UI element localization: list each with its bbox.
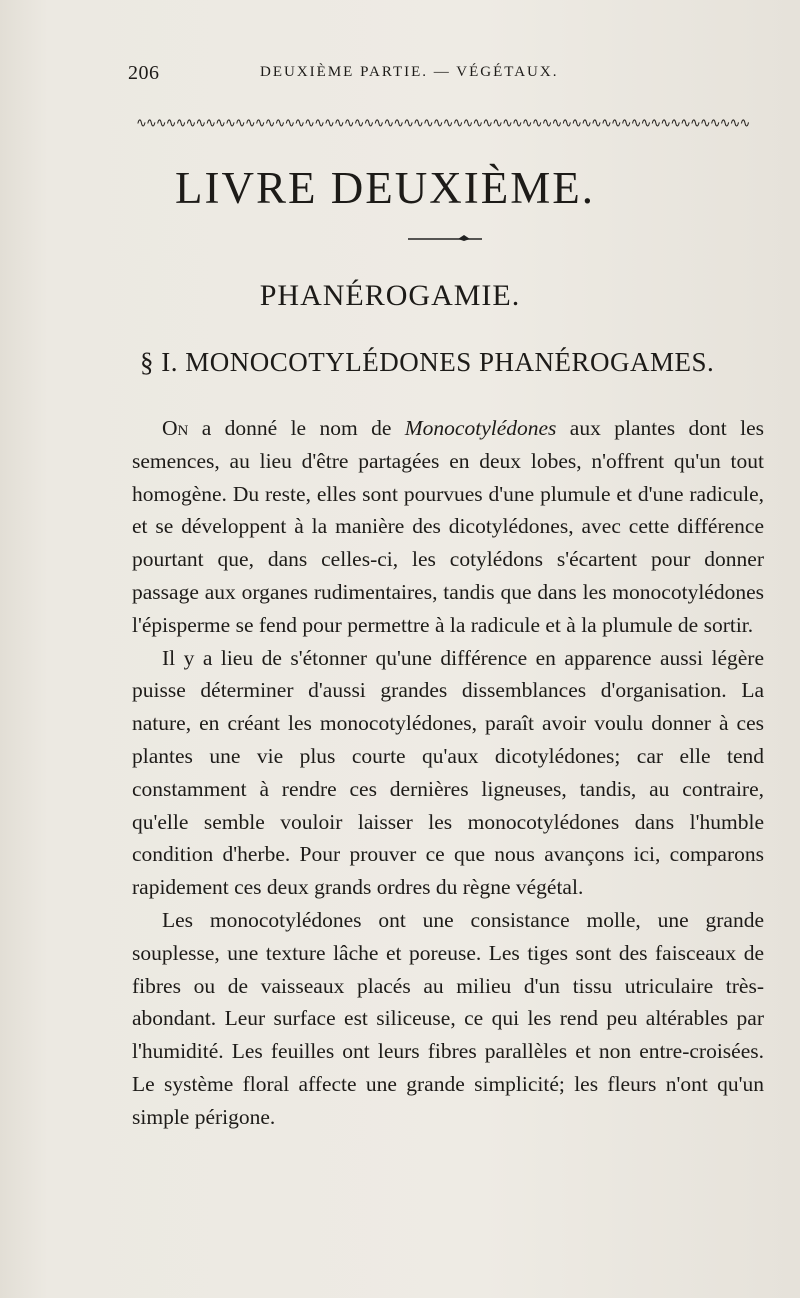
paragraph-text: aux plantes dont les semences, au lieu d'être partagées en deux lobes, n'offrent qu'un tout homogène. Du reste, elles sont pourvues d'une plumule et d'une radicule, et se développent à la manière des dicotylédones, avec cette différence pourtant que, dans celles-ci, les cotylédons s'écartent pour donner passage aux organes rudimentaires, tandis que dans les monocotylédones l'épisperme se fend pour permettre à la radicule et à la plumule de sortir. bbox=[132, 416, 764, 637]
paragraph-2: Il y a lieu de s'étonner qu'une différence en apparence aussi légère puisse déterminer d'aussi grandes dissemblances d'organisation. La nature, en créant les monocotylédones, paraît avoir voulu donner à ces plantes une vie plus courte qu'aux dicotylédones; car elle tend constamment à rendre ces dernières ligneuses, tandis, au contraire, qu'elle semble vouloir laisser les monocotylédones dans l'humble condition d'herbe. Pour prouver ce que nous avançons ici, comparons rapidement ces deux grands ordres du règne végétal. bbox=[132, 645, 764, 900]
page-number: 206 bbox=[128, 62, 160, 84]
paragraph-1 bbox=[132, 412, 764, 642]
subsection-title: § I. MONOCOTYLÉDONES PHANÉROGAMES. bbox=[140, 347, 715, 377]
paragraph-lead: On bbox=[162, 416, 189, 440]
running-head: DEUXIÈME PARTIE. — VÉGÉTAUX. bbox=[260, 64, 559, 80]
paragraph-text: a donné le nom de bbox=[188, 416, 405, 440]
paragraph-3: Les monocotylédones ont une consistance molle, une grande souplesse, une texture lâche et poreuse. Les tiges sont des faisceaux de fibres ou de vaisseaux placés au milieu d'un tissu utriculaire très-abondant. Leur surface est siliceuse, ce qui les rend peu altérables par l'humidité. Les feuilles ont leurs fibres parallèles et non entre-croisées. Le système floral affecte une grande simplicité; les fleurs n'ont qu'un simple périgone. bbox=[132, 907, 764, 1129]
ornamental-rule: ∿∿∿∿∿∿∿∿∿∿∿∿∿∿∿∿∿∿∿∿∿∿∿∿∿∿∿∿∿∿∿∿∿∿∿∿∿∿∿∿∿∿∿∿∿∿∿∿∿∿∿∿∿∿∿∿∿∿∿∿∿∿ bbox=[136, 115, 750, 130]
book-title: LIVRE DEUXIÈME. bbox=[175, 163, 595, 213]
divider-flourish bbox=[408, 233, 482, 243]
page-header bbox=[128, 62, 768, 92]
section-title: PHANÉROGAMIE. bbox=[259, 279, 521, 312]
term-italic: Monocotylédones bbox=[404, 416, 557, 440]
body-text bbox=[132, 412, 764, 1134]
